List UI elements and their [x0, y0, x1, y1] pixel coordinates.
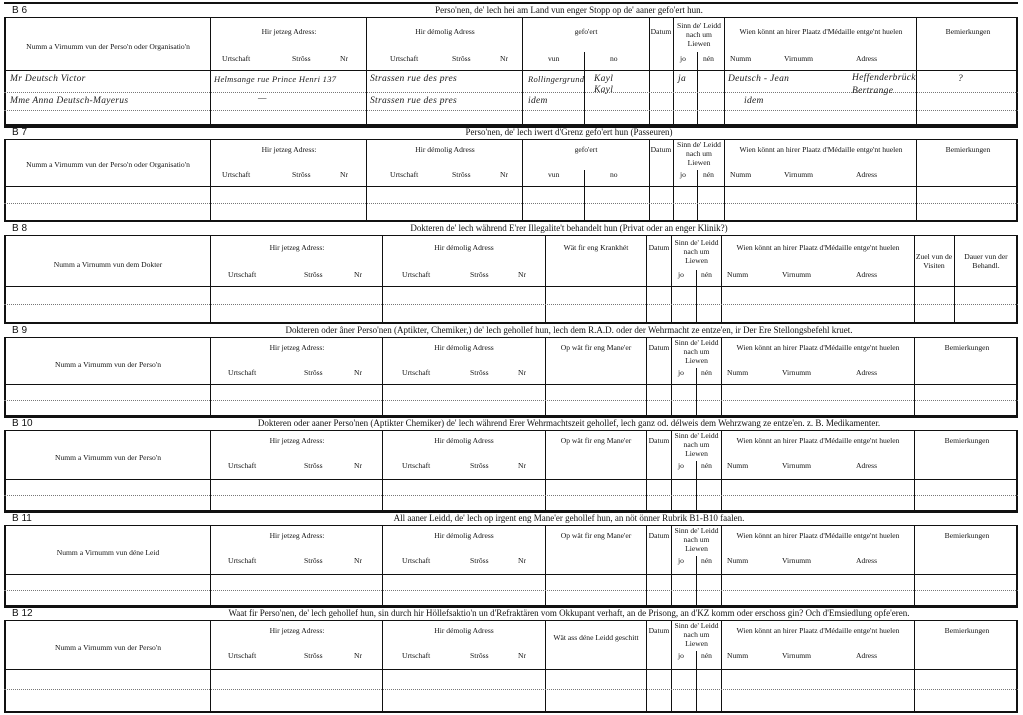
surname-label: Numm: [727, 368, 749, 377]
section-title: Perso'nen, de' lech hei am Land vun enger Stopp op de' aaner gefo'ert hun.: [435, 5, 703, 15]
number-label: Nr: [354, 556, 363, 565]
firstname-label: Virnumm: [782, 270, 812, 279]
date-header: Datum: [648, 343, 670, 352]
section-code: B 12: [12, 608, 33, 619]
entry-medal-name[interactable]: idem: [744, 96, 764, 106]
section-code: B 8: [12, 223, 28, 234]
number-label: Nr: [518, 461, 527, 470]
section-title: Dokteren oder âner Perso'nen (Aptikter, Chemiker,) de' lech gehollef hun, lech dem R.A.D. oder der Wehrmacht ze entze'en, ir Der Ere Stellongsbefehl kruet.: [285, 325, 853, 335]
street-label: Strôss: [304, 651, 323, 660]
section-grid: [4, 236, 1018, 324]
surname-label: Numm: [727, 556, 749, 565]
entry-to[interactable]: Kayl: [594, 85, 614, 95]
number-label: Nr: [518, 556, 527, 565]
disease-header: Wät fir eng Krankhét: [563, 243, 629, 252]
section-code: B 6: [12, 5, 28, 16]
section-header: [4, 510, 1018, 526]
address-label: Adress: [856, 461, 878, 470]
locality-label: Urtschaft: [222, 54, 251, 63]
surname-label: Numm: [727, 270, 749, 279]
from-label: vun: [548, 54, 560, 63]
firstname-label: Virnumm: [782, 368, 812, 377]
surname-label: Numm: [730, 54, 752, 63]
section-code: B 9: [12, 325, 28, 336]
yes-label: jo: [678, 270, 684, 279]
number-label: Nr: [500, 54, 509, 63]
what-happened-header: Wät ass déne Leidd geschitt: [553, 633, 639, 642]
locality-label: Urtschaft: [402, 270, 431, 279]
risk-header: Sinn de' Leidd nach um Liewen: [677, 21, 721, 48]
date-header: Datum: [648, 626, 670, 635]
locality-label: Urtschaft: [222, 170, 251, 179]
transported-header: gefo'ert: [574, 145, 598, 154]
yes-label: jo: [680, 54, 686, 63]
remarks-header: Bemierkungen: [945, 145, 991, 154]
number-label: Nr: [354, 270, 363, 279]
remarks-header: Bemierkungen: [944, 531, 990, 540]
current-address-header: Hir jetzeg Adress:: [261, 145, 317, 154]
number-label: Nr: [340, 170, 349, 179]
entry-from[interactable]: Rollingergrund: [528, 74, 585, 84]
surname-label: Numm: [730, 170, 752, 179]
section-b11: [4, 510, 1018, 608]
remarks-header: Bemierkungen: [945, 27, 991, 36]
from-label: vun: [548, 170, 560, 179]
number-label: Nr: [518, 651, 527, 660]
street-label: Strôss: [292, 170, 311, 179]
section-code: B 11: [12, 513, 32, 524]
locality-label: Urtschaft: [402, 556, 431, 565]
visits-header: Zuel vun de Visiten: [915, 252, 953, 270]
locality-label: Urtschaft: [228, 368, 257, 377]
entry-current-address[interactable]: Helmsange rue Prince Henri 137: [214, 74, 337, 84]
manner-header: Op wät fir eng Mane'er: [560, 436, 632, 445]
date-header: Datum: [648, 436, 670, 445]
medal-header: Wien könnt an hirer Plaatz d'Médaille entge'nt huelen: [736, 531, 900, 540]
last-address-header: Hir démolig Adress: [415, 27, 475, 36]
address-label: Adress: [856, 368, 878, 377]
section-title: All aaner Leidd, de' lech op irgent eng Mane'er gehollef hun, an nöt önner Rubrik B1-B10 faalen.: [393, 513, 745, 523]
risk-header: Sinn de' Leidd nach um Liewen: [674, 621, 719, 648]
section-grid: [4, 526, 1018, 608]
section-title: Waat fir Perso'nen, de' lech gehollef hun, sin durch hir Höllefsaktio'n un d'Refraktären vom Okkupant verhaft, an de Prisong, an d'KZ komm oder erschoss gin? Och d'Emsiedlung opfe'eren.: [228, 608, 910, 618]
locality-label: Urtschaft: [228, 556, 257, 565]
no-label: nén: [701, 651, 712, 660]
last-address-header: Hir démolig Adress: [434, 436, 494, 445]
no-label: nén: [701, 556, 712, 565]
section-title: Dokteren oder aaner Perso'nen (Aptikter Chemiker) de' lech während Erer Wehrmachtszeit gehollef, lech ganz od. délweis dem Wehrzwang ze entze'en. z. B. Medikamenter.: [257, 418, 881, 428]
locality-label: Urtschaft: [402, 651, 431, 660]
duration-header: Dauer vun der Behandl.: [964, 252, 1008, 270]
address-label: Adress: [856, 54, 878, 63]
number-label: Nr: [518, 270, 527, 279]
medal-header: Wien könnt an hirer Plaatz d'Médaille entge'nt huelen: [736, 343, 900, 352]
entry-yes[interactable]: ja: [678, 74, 686, 84]
manner-header: Op wät fir eng Mane'er: [560, 531, 632, 540]
to-label: no: [610, 170, 618, 179]
entry-last-address[interactable]: Strassen rue des pres: [370, 74, 457, 84]
street-label: Strôss: [470, 270, 489, 279]
name-column-header: Numm a Virnumm vun der Perso'n oder Organisatio'n: [26, 42, 190, 51]
yes-label: jo: [680, 170, 686, 179]
number-label: Nr: [340, 54, 349, 63]
last-address-header: Hir démolig Adress: [434, 243, 494, 252]
remarks-header: Bemierkungen: [944, 343, 990, 352]
current-address-header: Hir jetzeg Adress:: [269, 243, 325, 252]
risk-header: Sinn de' Leidd nach um Liewen: [674, 338, 719, 365]
medal-header: Wien könnt an hirer Plaatz d'Médaille entge'nt huelen: [736, 626, 900, 635]
number-label: Nr: [354, 461, 363, 470]
address-label: Adress: [856, 556, 878, 565]
name-column-header: Numm a Virnumm vun déne Leid: [56, 548, 160, 557]
street-label: Strôss: [470, 651, 489, 660]
medal-header: Wien könnt an hirer Plaatz d'Médaille entge'nt huelen: [739, 145, 903, 154]
section-code: B 10: [12, 418, 33, 429]
name-column-header: Numm a Virnumm vun der Perso'n: [54, 643, 162, 652]
street-label: Strôss: [304, 270, 323, 279]
street-label: Strôss: [292, 54, 311, 63]
address-label: Adress: [856, 651, 878, 660]
to-label: no: [610, 54, 618, 63]
section-grid: [4, 140, 1018, 222]
transported-header: gefo'ert: [574, 27, 598, 36]
current-address-header: Hir jetzeg Adress:: [269, 343, 325, 352]
section-code: B 7: [12, 127, 28, 138]
section-grid: [4, 18, 1018, 128]
entry-to[interactable]: Kayl: [594, 74, 614, 84]
risk-header: Sinn de' Leidd nach um Liewen: [674, 238, 719, 265]
date-header: Datum: [648, 531, 670, 540]
yes-label: jo: [678, 461, 684, 470]
entry-medal-name[interactable]: Deutsch - Jean: [728, 74, 790, 84]
remarks-header: Bemierkungen: [944, 626, 990, 635]
street-label: Strôss: [470, 461, 489, 470]
street-label: Strôss: [452, 54, 471, 63]
section-header: [4, 220, 1018, 236]
street-label: Strôss: [304, 368, 323, 377]
last-address-header: Hir démolig Adress: [434, 343, 494, 352]
street-label: Strôss: [452, 170, 471, 179]
yes-label: jo: [678, 368, 684, 377]
entry-remarks[interactable]: ?: [958, 74, 964, 84]
section-grid: [4, 338, 1018, 418]
entry-name[interactable]: Mr Deutsch Victor: [10, 74, 86, 84]
yes-label: jo: [678, 651, 684, 660]
date-header: Datum: [648, 243, 670, 252]
section-b12: [4, 605, 1018, 713]
locality-label: Urtschaft: [402, 461, 431, 470]
section-title: Dokteren de' lech während E'rer Illegalite't behandelt hun (Privat oder an enger Klinik?): [410, 223, 728, 233]
name-column-header: Numm a Virnumm vun dem Dokter: [53, 260, 163, 269]
form-page: [4, 2, 1018, 712]
entry-last-address[interactable]: Strassen rue des pres: [370, 96, 457, 106]
surname-label: Numm: [727, 461, 749, 470]
section-b9: [4, 322, 1018, 418]
last-address-header: Hir démolig Adress: [434, 531, 494, 540]
section-title: Perso'nen, de' lech iwert d'Grenz gefo'ert hun (Passeuren): [465, 127, 673, 137]
firstname-label: Virnumm: [784, 54, 814, 63]
name-column-header: Numm a Virnumm vun der Perso'n oder Organisatio'n: [26, 160, 190, 169]
section-header: [4, 415, 1018, 431]
section-b7: [4, 124, 1018, 222]
date-header: Datum: [650, 145, 672, 154]
entry-current-address[interactable]: —: [258, 94, 267, 104]
locality-label: Urtschaft: [228, 270, 257, 279]
current-address-header: Hir jetzeg Adress:: [261, 27, 317, 36]
last-address-header: Hir démolig Adress: [415, 145, 475, 154]
section-header: [4, 322, 1018, 338]
street-label: Strôss: [470, 368, 489, 377]
street-label: Strôss: [470, 556, 489, 565]
section-grid: [4, 621, 1018, 713]
name-column-header: Numm a Virnumm vun der Perso'n: [54, 453, 162, 462]
number-label: Nr: [500, 170, 509, 179]
street-label: Strôss: [304, 461, 323, 470]
section-header: [4, 124, 1018, 140]
yes-label: jo: [678, 556, 684, 565]
street-label: Strôss: [304, 556, 323, 565]
medal-header: Wien könnt an hirer Plaatz d'Médaille entge'nt huelen: [739, 27, 903, 36]
entry-from[interactable]: idem: [528, 96, 548, 106]
risk-header: Sinn de' Leidd nach um Liewen: [677, 140, 721, 167]
locality-label: Urtschaft: [390, 170, 419, 179]
risk-header: Sinn de' Leidd nach um Liewen: [674, 431, 719, 458]
firstname-label: Virnumm: [782, 651, 812, 660]
section-b10: [4, 415, 1018, 513]
no-label: nén: [703, 54, 714, 63]
name-column-header: Numm a Virnumm vun der Perso'n: [54, 360, 162, 369]
firstname-label: Virnumm: [782, 461, 812, 470]
section-header: [4, 605, 1018, 621]
risk-header: Sinn de' Leidd nach um Liewen: [674, 526, 719, 553]
entry-medal-address[interactable]: Heffenderbrück Bertrange: [852, 73, 916, 96]
number-label: Nr: [354, 651, 363, 660]
locality-label: Urtschaft: [228, 651, 257, 660]
no-label: nén: [701, 461, 712, 470]
current-address-header: Hir jetzeg Adress:: [269, 626, 325, 635]
firstname-label: Virnumm: [784, 170, 814, 179]
firstname-label: Virnumm: [782, 556, 812, 565]
number-label: Nr: [354, 368, 363, 377]
section-grid: [4, 431, 1018, 513]
locality-label: Urtschaft: [390, 54, 419, 63]
no-label: nén: [701, 368, 712, 377]
current-address-header: Hir jetzeg Adress:: [269, 531, 325, 540]
section-header: [4, 2, 1018, 18]
address-label: Adress: [856, 270, 878, 279]
last-address-header: Hir démolig Adress: [434, 626, 494, 635]
remarks-header: Bemierkungen: [944, 436, 990, 445]
no-label: nén: [701, 270, 712, 279]
section-b6: [4, 2, 1018, 128]
manner-header: Op wät fir eng Mane'er: [560, 343, 632, 352]
address-label: Adress: [856, 170, 878, 179]
current-address-header: Hir jetzeg Adress:: [269, 436, 325, 445]
number-label: Nr: [518, 368, 527, 377]
surname-label: Numm: [727, 651, 749, 660]
entry-name[interactable]: Mme Anna Deutsch-Mayerus: [10, 96, 129, 106]
no-label: nén: [703, 170, 714, 179]
medal-header: Wien könnt an hirer Plaatz d'Médaille entge'nt huelen: [736, 436, 900, 445]
section-b8: [4, 220, 1018, 324]
date-header: Datum: [650, 27, 672, 36]
locality-label: Urtschaft: [402, 368, 431, 377]
medal-header: Wien könnt an hirer Plaatz d'Médaille entge'nt huelen: [736, 243, 900, 252]
locality-label: Urtschaft: [228, 461, 257, 470]
